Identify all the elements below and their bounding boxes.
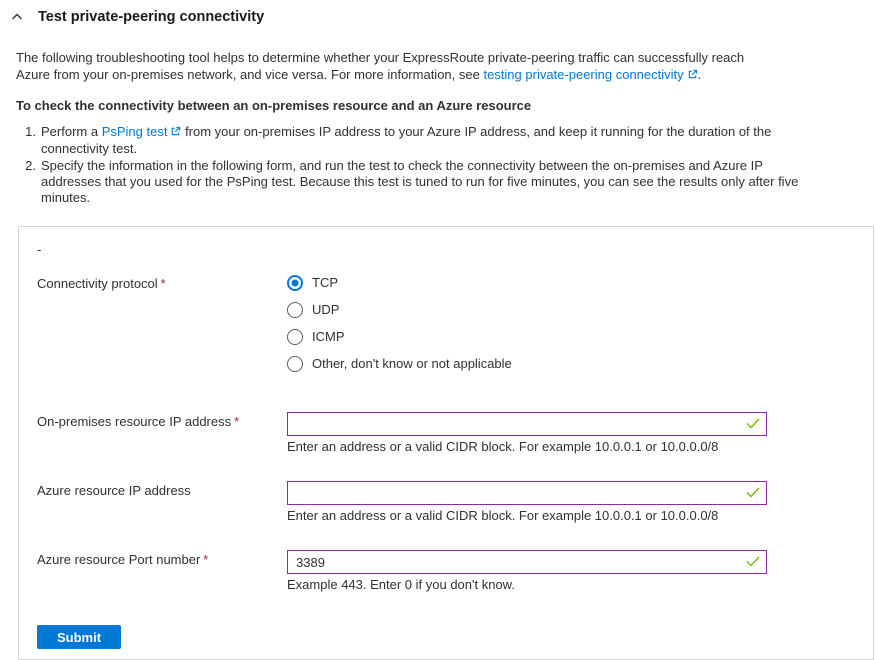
azure-port-input[interactable] (287, 550, 767, 574)
external-link-icon (170, 125, 181, 141)
required-asterisk: * (234, 414, 240, 429)
valid-checkmark-icon (746, 556, 760, 567)
field-hint: Example 443. Enter 0 if you don't know. (287, 577, 515, 592)
radio-label: ICMP (312, 328, 345, 344)
page-title: Test private-peering connectivity (38, 9, 265, 25)
steps-list (20, 124, 820, 206)
testing-connectivity-link[interactable]: testing private-peering connectivity (483, 67, 684, 82)
radio-button[interactable] (287, 356, 303, 372)
list-item (20, 158, 820, 206)
field-label (37, 412, 287, 455)
connectivity-test-form (18, 226, 874, 660)
field-hint: Enter an address or a valid CIDR block. For example 10.0.0.1 or 10.0.0.0/8 (287, 508, 719, 523)
step-text (41, 124, 820, 157)
input-wrapper (287, 412, 767, 436)
input-wrapper (287, 550, 767, 574)
step1-text-end: from your on-premises IP address to your Azure IP address, and keep it running for the duration of the connectivity test. (41, 124, 772, 156)
intro-text: The following troubleshooting tool helps to determine whether your ExpressRoute private-peering traffic can successfully reach Azure from your on-premises network, and vice versa. For more information, see (16, 50, 745, 82)
field-label-text: Azure resource Port number (37, 552, 201, 567)
radio-option-tcp[interactable] (287, 274, 512, 291)
field-hint: Enter an address or a valid CIDR block. For example 10.0.0.1 or 10.0.0.0/8 (287, 439, 719, 454)
field-control (287, 550, 767, 593)
collapse-chevron-icon[interactable] (9, 9, 25, 25)
on-premises-ip-field-row (37, 412, 855, 455)
azure-port-field-row (37, 550, 855, 593)
valid-checkmark-icon (746, 487, 760, 498)
radio-button[interactable] (287, 302, 303, 318)
radio-option-other[interactable] (287, 355, 512, 372)
radio-option-icmp[interactable] (287, 328, 512, 345)
psping-test-link[interactable]: PsPing test (101, 124, 168, 139)
radio-option-udp[interactable] (287, 301, 512, 318)
subheading: To check the connectivity between an on-premises resource and an Azure resource (16, 98, 532, 113)
on-premises-ip-input[interactable] (287, 412, 767, 436)
field-label (37, 274, 287, 382)
external-link-icon (687, 67, 698, 84)
azure-ip-field-row (37, 481, 855, 524)
protocol-radio-group (287, 274, 512, 382)
radio-button-selected[interactable] (287, 275, 303, 291)
form-fields (37, 412, 855, 593)
submit-button[interactable]: Submit (37, 625, 121, 649)
radio-label: TCP (312, 274, 338, 290)
form-placeholder-dash: - (37, 242, 42, 257)
field-control (287, 481, 767, 524)
required-asterisk: * (203, 552, 209, 567)
step-number: 1. (25, 124, 36, 139)
protocol-field-row (37, 274, 855, 382)
step1-text: Perform a (41, 124, 102, 139)
azure-ip-input[interactable] (287, 481, 767, 505)
protocol-label-text: Connectivity protocol (37, 276, 158, 291)
field-label (37, 481, 287, 524)
step-number: 2. (25, 158, 36, 173)
intro-paragraph (16, 49, 758, 84)
radio-button[interactable] (287, 329, 303, 345)
radio-label: Other, don't know or not applicable (312, 355, 512, 371)
input-wrapper (287, 481, 767, 505)
field-label-text: On-premises resource IP address (37, 414, 232, 429)
valid-checkmark-icon (746, 418, 760, 429)
intro-text-end: . (697, 67, 702, 82)
list-item (20, 124, 820, 157)
radio-label: UDP (312, 301, 340, 317)
step-text: Specify the information in the following form, and run the test to check the connectivity between the on-premises and Azure IP addresses that you used for the PsPing test. Because this test is tuned to run for five minutes, you can see the results only after five minutes. (41, 158, 799, 205)
section-header (0, 0, 876, 25)
required-asterisk: * (160, 276, 166, 291)
field-control (287, 412, 767, 455)
field-label-text: Azure resource IP address (37, 483, 191, 498)
field-label (37, 550, 287, 593)
